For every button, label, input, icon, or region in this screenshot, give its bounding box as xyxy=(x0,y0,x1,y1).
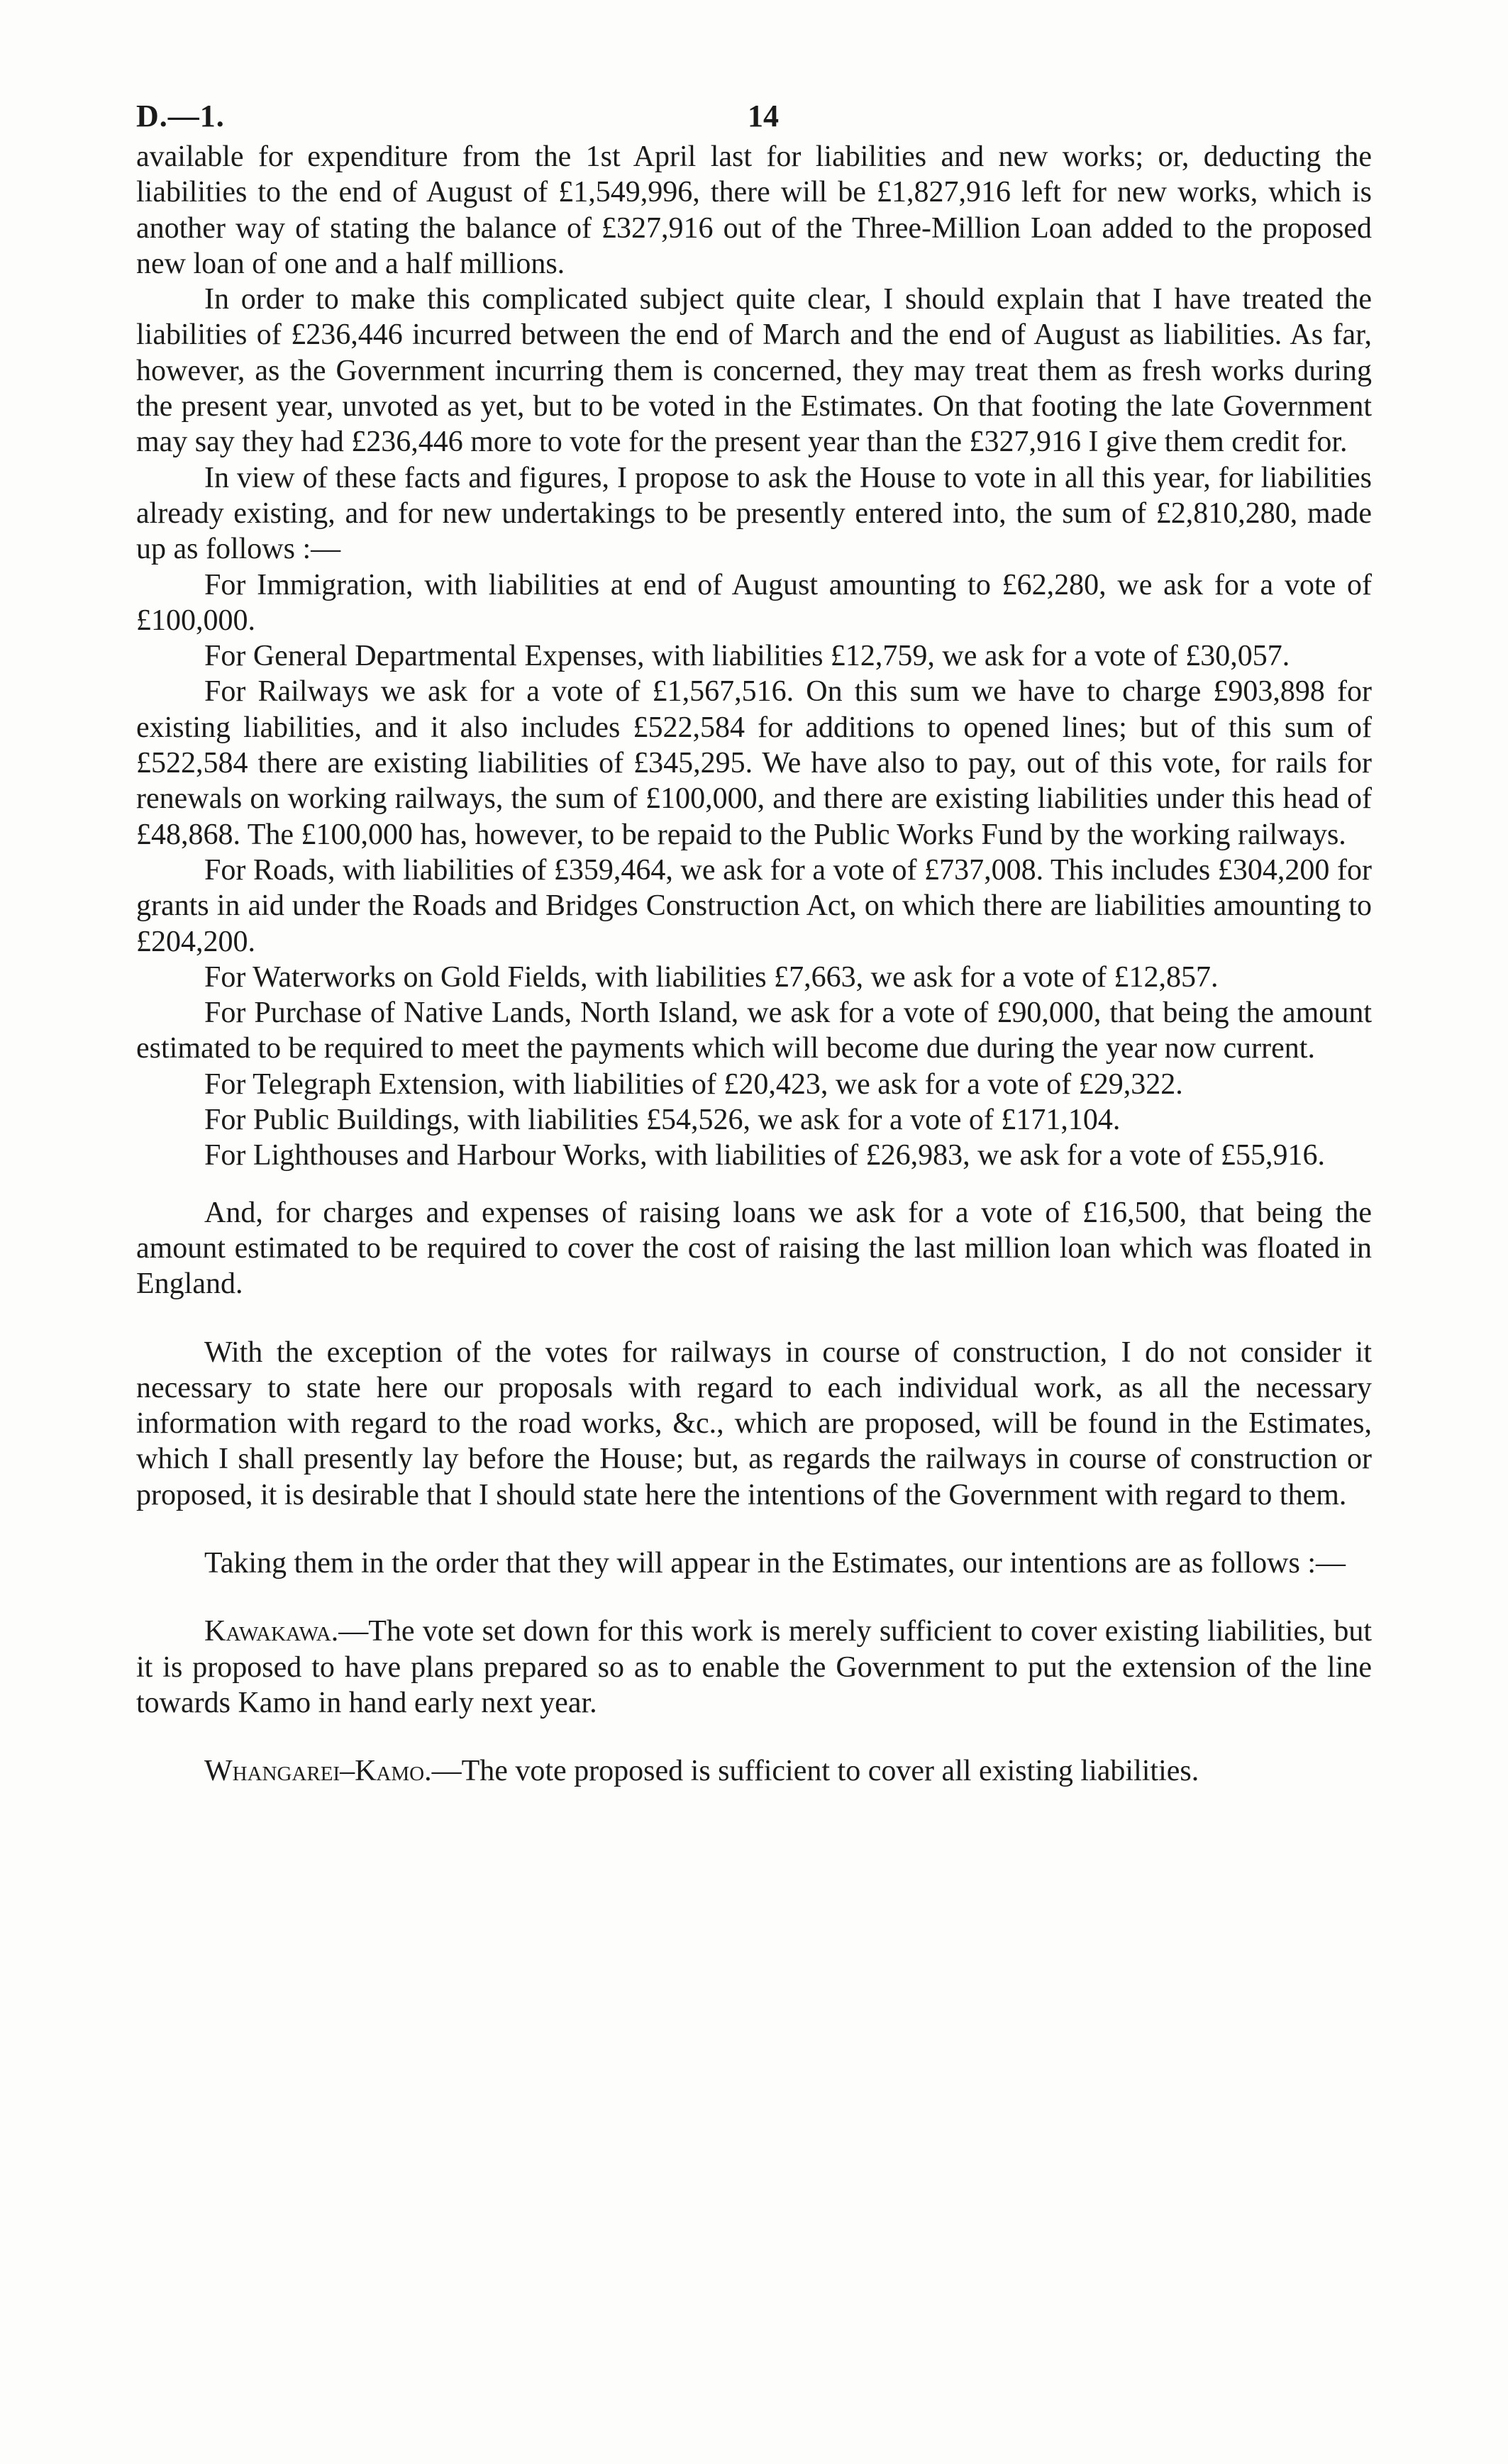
paragraph-roads: For Roads, with liabilities of £359,464, we ask for a vote of £737,008. This includes £304,200 for grants in aid under the Roads and Bridges Construction Act, on which there are liabilities amounting to £204,200. xyxy=(136,853,1372,958)
entry-heading-kawakawa: Kawakawa. xyxy=(204,1615,339,1648)
paragraph-railway-exception: With the exception of the votes for railways in course of construction, I do not consider it necessary to state here our proposals with regard to each individual work, as all the necessary information with regard to the road works, &c., which are proposed, will be found in the Estimates, which I shall presently lay before the House; but, as regards the railways in course of construction or proposed, it is desirable that I should state here the intentions of the Government with regard to them. xyxy=(136,1336,1372,1511)
paragraph-public-buildings: For Public Buildings, with liabilities £54,526, we ask for a vote of £171,104. xyxy=(204,1104,1121,1137)
entry-text-kawakawa: —The vote set down for this work is merely sufficient to cover existing liabilities, but it is proposed to have plans prepared so as to enable the Government to put the extension of the line towards Kamo in hand early next year. xyxy=(136,1615,1372,1719)
paragraph-native-lands: For Purchase of Native Lands, North Island, we ask for a vote of £90,000, that being the amount estimated to be required to meet the payments which will become due during the year now current. xyxy=(136,997,1372,1065)
paragraph-liabilities-explanation: In order to make this complicated subject quite clear, I should explain that I have treated the liabilities of £236,446 incurred between the end of March and the end of August as liabilities. As far, however, as the Government incurring them is concerned, they may treat them as fresh works during the present year, unvoted as yet, but to be voted in the Estimates. On that footing the late Government may say they had £236,446 more to vote for the present year than the £327,916 I give them credit for. xyxy=(136,283,1372,459)
entry-whangarei-kamo xyxy=(136,1753,1372,1789)
paragraph-continuation: available for expenditure from the 1st April last for liabilities and new works; or, deducting the liabilities to the end of August of £1,549,996, there will be £1,827,916 left for new works, which is another way of stating the balance of £327,916 out of the Three-Million Loan added to the proposed new loan of one and a half millions. xyxy=(136,140,1372,280)
document-reference: D.—1. xyxy=(136,99,225,133)
entry-kawakawa xyxy=(136,1614,1372,1721)
paragraph-railways: For Railways we ask for a vote of £1,567,516. On this sum we have to charge £903,898 for existing liabilities, and it also includes £522,584 for additions to opened lines; but of this sum of £522,584 there are existing liabilities of £345,295. We have also to pay, out of this vote, for rails for renewals on working railways, the sum of £100,000, and there are existing liabilities under this head of £48,868. The £100,000 has, however, to be repaid to the Public Works Fund by the working railways. xyxy=(136,675,1372,851)
page-number: 14 xyxy=(748,99,779,133)
body-text xyxy=(136,139,1372,1789)
page-header xyxy=(136,98,1370,140)
paragraph-order-intentions: Taking them in the order that they will appear in the Estimates, our intentions are as follows :— xyxy=(204,1546,1346,1580)
paragraph-waterworks: For Waterworks on Gold Fields, with liabilities £7,663, we ask for a vote of £12,857. xyxy=(204,960,1219,994)
paragraph-vote-proposal: In view of these facts and figures, I propose to ask the House to vote in all this year, for liabilities already existing, and for new undertakings to be presently entered into, the sum of £2,810,280, made up as follows :— xyxy=(136,461,1372,566)
entry-heading-whangarei-kamo: Whangarei–Kamo. xyxy=(204,1755,432,1788)
entry-text-whangarei-kamo: —The vote proposed is sufficient to cover all existing liabilities. xyxy=(431,1755,1199,1788)
paragraph-departmental-expenses: For General Departmental Expenses, with liabilities £12,759, we ask for a vote of £30,057. xyxy=(204,640,1290,673)
paragraph-telegraph: For Telegraph Extension, with liabilities of £20,423, we ask for a vote of £29,322. xyxy=(204,1067,1183,1101)
paragraph-loan-charges: And, for charges and expenses of raising loans we ask for a vote of £16,500, that being the amount estimated to be required to cover the cost of raising the last million loan which was floated in England. xyxy=(136,1196,1372,1301)
paragraph-immigration: For Immigration, with liabilities at end of August amounting to £62,280, we ask for a vote of £100,000. xyxy=(136,568,1372,637)
paragraph-lighthouses: For Lighthouses and Harbour Works, with liabilities of £26,983, we ask for a vote of £55,916. xyxy=(204,1139,1325,1172)
